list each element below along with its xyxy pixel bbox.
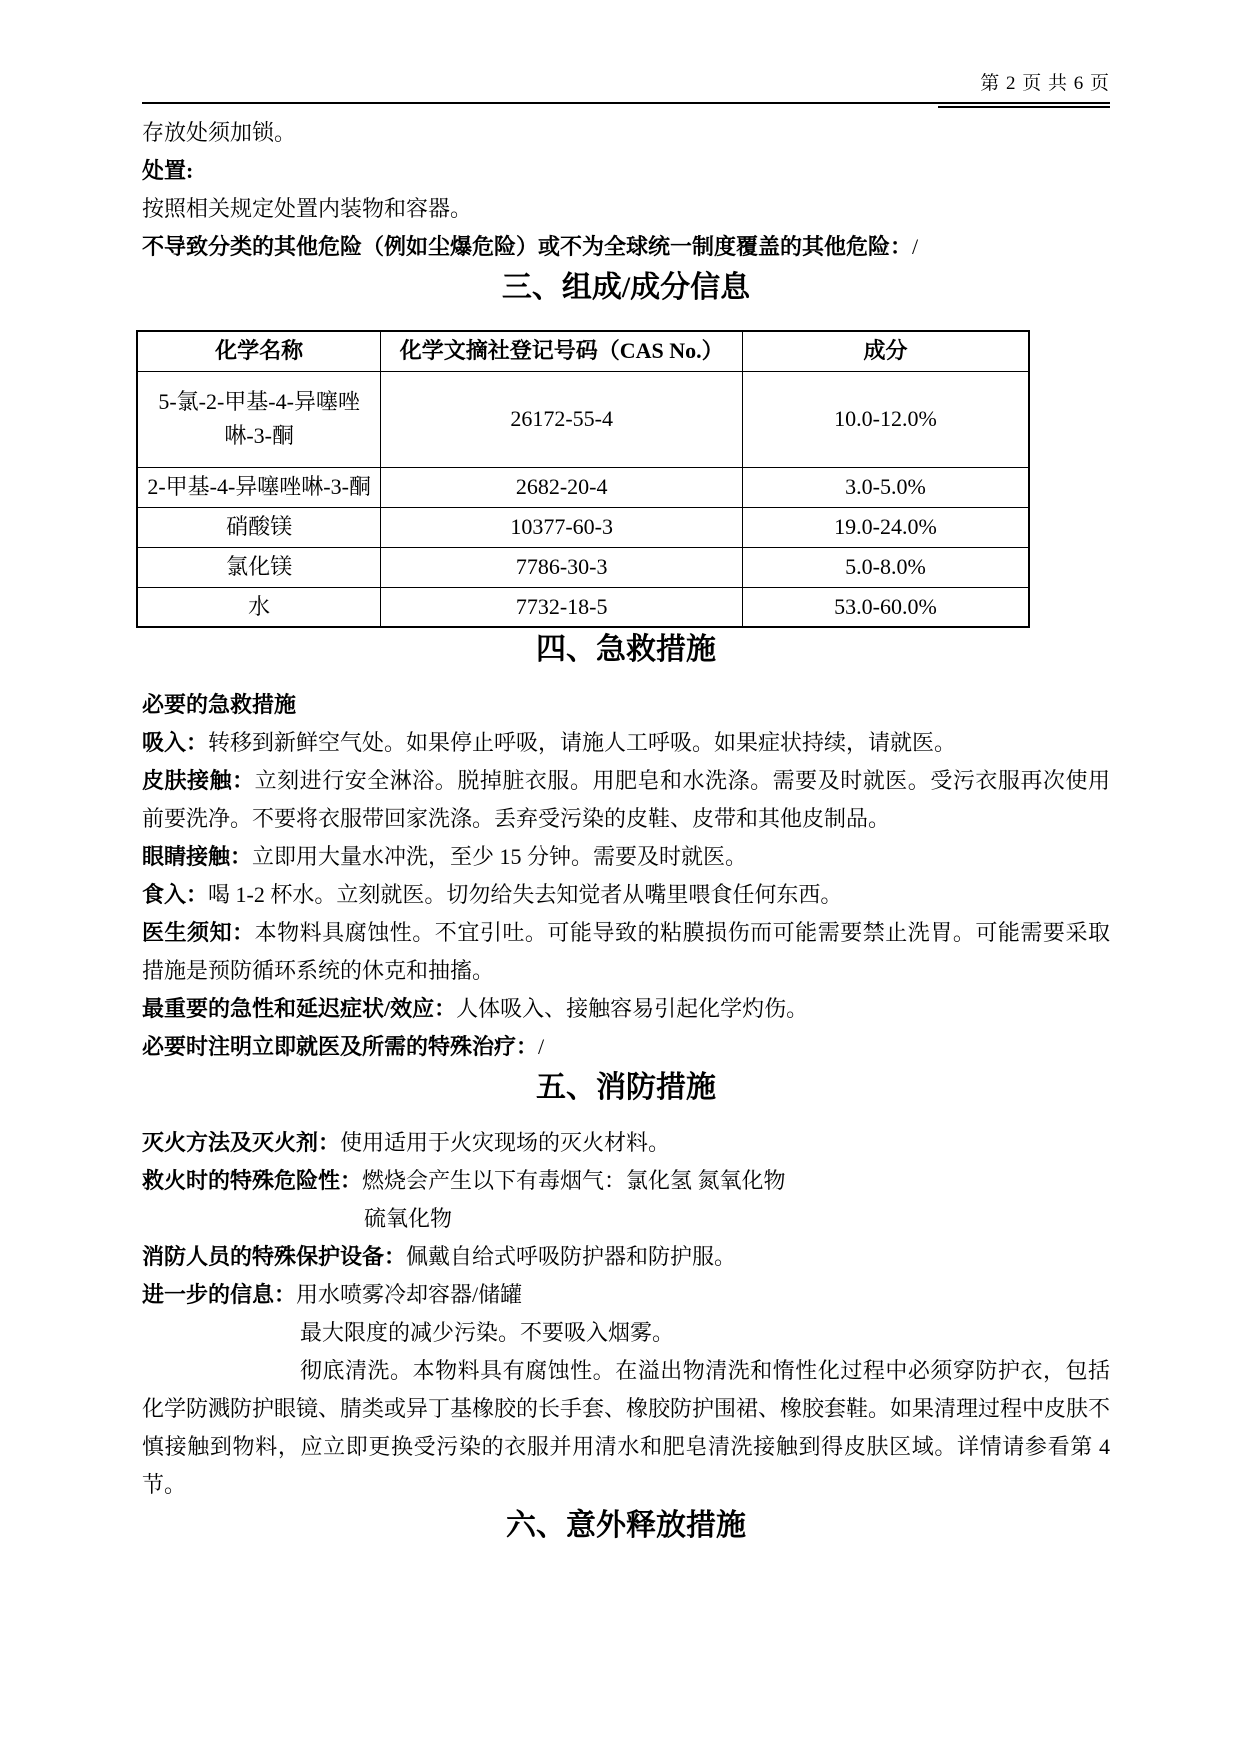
item-label: 消防人员的特殊保护设备： (142, 1244, 407, 1269)
first-aid-note-to-physician (142, 914, 1110, 990)
item-text: 使用适用于火灾现场的灭火材料。 (340, 1130, 671, 1155)
item-label: 救火时的特殊危险性： (142, 1168, 363, 1193)
table-row (137, 467, 1029, 507)
cell-name: 硝酸镁 (137, 507, 381, 547)
first-aid-ingestion (142, 876, 1110, 914)
item-text: 本物料具腐蚀性。不宜引吐。可能导致的粘膜损伤而可能需要禁止洗胃。可能需要采取措施是预防循环系统的休克和抽搐。 (142, 920, 1110, 983)
cell-name: 水 (137, 587, 381, 627)
item-label: 吸入： (142, 730, 209, 755)
disposal-text: 按照相关规定处置内装物和容器。 (142, 196, 473, 221)
fire-further-info-paragraph: 彻底清洗。本物料具有腐蚀性。在溢出物清洗和惰性化过程中必须穿防护衣，包括化学防溅防护眼镜、腈类或异丁基橡胶的长手套、橡胶防护围裙、橡胶套鞋。如果清理过程中皮肤不慎接触到物料，应立即更换受污染的衣服并用清水和肥皂清洗接触到得皮肤区域。详情请参看第 4 节。 (142, 1358, 1111, 1497)
cell-cas: 7786-30-3 (381, 547, 743, 587)
cell-pct: 5.0-8.0% (742, 547, 1029, 587)
item-text: 立即用大量水冲洗，至少 15 分钟。需要及时就医。 (252, 844, 748, 869)
first-aid-skin-contact (142, 762, 1110, 838)
table-row (137, 507, 1029, 547)
item-label: 最重要的急性和延迟症状/效应： (142, 996, 457, 1021)
item-label: 灭火方法及灭火剂： (142, 1130, 341, 1155)
fire-special-hazards (142, 1162, 1110, 1200)
storage-lock-line: 存放处须加锁。 (142, 120, 297, 145)
section-title-accidental-release: 六、意外释放措施 (506, 1509, 746, 1542)
item-label: 皮肤接触： (142, 768, 255, 793)
item-label: 食入： (142, 882, 209, 907)
section-title-fire-fighting: 五、消防措施 (536, 1071, 716, 1104)
other-hazards-value: / (912, 234, 919, 259)
fire-extinguishing-media (142, 1124, 1110, 1162)
first-aid-subtitle: 必要的急救措施 (142, 692, 297, 717)
cell-cas: 26172-55-4 (381, 371, 743, 467)
item-text: 立刻进行安全淋浴。脱掉脏衣服。用肥皂和水洗涤。需要及时就医。受污衣服再次使用前要洗净。不要将衣服带回家洗涤。丢弃受污染的皮鞋、皮带和其他皮制品。 (142, 768, 1110, 831)
item-text: 喝 1-2 杯水。立刻就医。切勿给失去知觉者从嘴里喂食任何东西。 (208, 882, 843, 907)
item-label: 医生须知： (142, 920, 255, 945)
item-text: 人体吸入、接触容易引起化学灼伤。 (456, 996, 809, 1021)
col-header-chemical-name: 化学名称 (137, 331, 381, 371)
cell-name: 2-甲基-4-异噻唑啉-3-酮 (137, 467, 381, 507)
cell-pct: 10.0-12.0% (742, 371, 1029, 467)
section-title-first-aid: 四、急救措施 (536, 633, 716, 666)
fire-further-info (142, 1276, 1110, 1314)
fire-further-info-line2: 最大限度的减少污染。不要吸入烟雾。 (300, 1320, 675, 1345)
item-text: 佩戴自给式呼吸防护器和防护服。 (406, 1244, 737, 1269)
disposal-label: 处置: (142, 158, 194, 183)
other-hazards-line (142, 228, 1110, 266)
item-text: / (538, 1034, 545, 1059)
cell-cas: 10377-60-3 (381, 507, 743, 547)
cell-pct: 19.0-24.0% (742, 507, 1029, 547)
table-header-row (137, 331, 1029, 371)
fire-protective-equipment (142, 1238, 1110, 1276)
cell-pct: 3.0-5.0% (742, 467, 1029, 507)
other-hazards-label: 不导致分类的其他危险（例如尘爆危险）或不为全球统一制度覆盖的其他危险： (142, 234, 913, 259)
first-aid-symptoms-effects (142, 990, 1110, 1028)
composition-table (136, 330, 1030, 628)
cell-cas: 7732-18-5 (381, 587, 743, 627)
item-label: 必要时注明立即就医及所需的特殊治疗： (142, 1034, 539, 1059)
fire-special-hazards-cont: 硫氧化物 (364, 1206, 453, 1231)
first-aid-special-treatment (142, 1028, 1110, 1066)
cell-cas: 2682-20-4 (381, 467, 743, 507)
col-header-cas-no: 化学文摘社登记号码（CAS No.） (381, 331, 743, 371)
item-text: 燃烧会产生以下有毒烟气：氯化氢 氮氧化物 (362, 1168, 786, 1193)
cell-name: 氯化镁 (137, 547, 381, 587)
item-label: 眼睛接触： (142, 844, 253, 869)
first-aid-eye-contact (142, 838, 1110, 876)
page-number-underline (938, 106, 1110, 108)
first-aid-inhalation (142, 724, 1110, 762)
item-text: 转移到新鲜空气处。如果停止呼吸，请施人工呼吸。如果症状持续，请就医。 (208, 730, 957, 755)
page-header (142, 72, 1110, 104)
table-row (137, 587, 1029, 627)
col-header-percent: 成分 (742, 331, 1029, 371)
cell-name: 5-氯-2-甲基-4-异噻唑啉-3-酮 (137, 371, 381, 467)
cell-pct: 53.0-60.0% (742, 587, 1029, 627)
section-title-composition: 三、组成/成分信息 (501, 271, 751, 304)
item-label: 进一步的信息： (142, 1282, 297, 1307)
page-number: 第 2 页 共 6 页 (980, 73, 1110, 94)
table-row (137, 371, 1029, 467)
item-text: 用水喷雾冷却容器/储罐 (296, 1282, 523, 1307)
table-row (137, 547, 1029, 587)
